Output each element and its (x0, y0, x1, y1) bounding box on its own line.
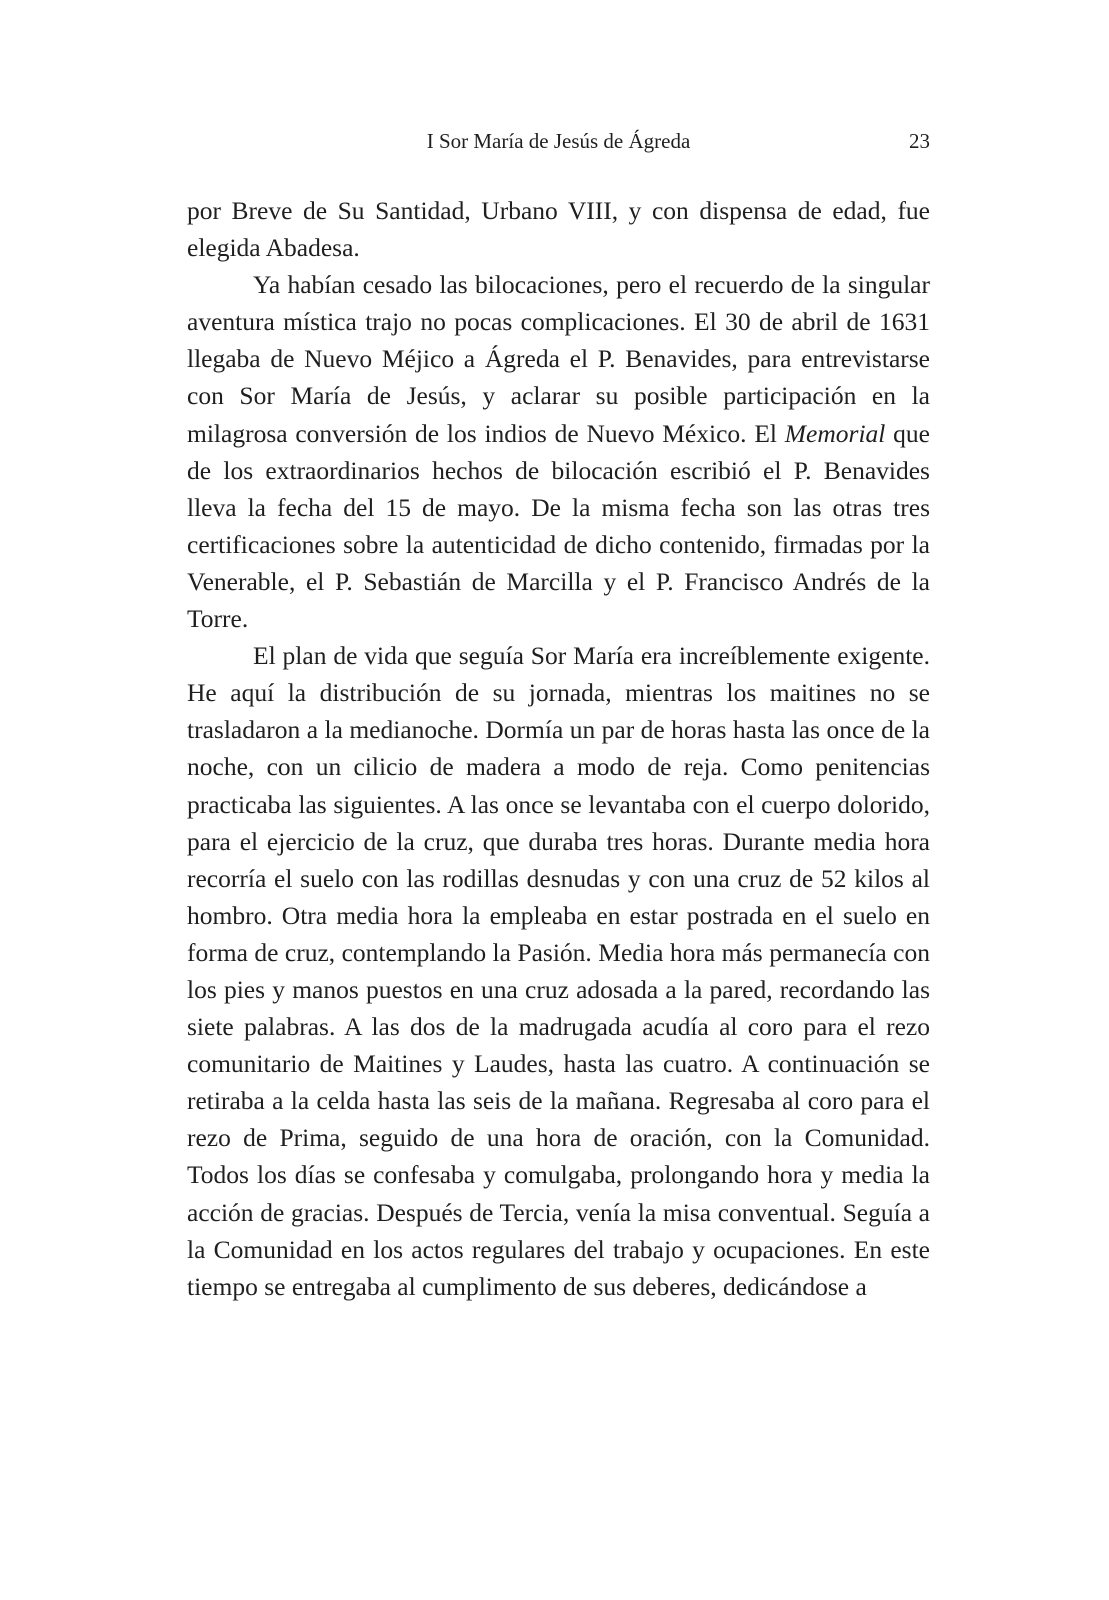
paragraph-2-part-2: que de los extraordinarios hechos de bilocación escribió el P. Benavides lleva la fecha del 15 de mayo. De la misma fecha son las otras tres certificaciones sobre la autenticidad de dicho contenido, firmadas por la Venerable, el P. Sebastián de Marcilla y el P. Francisco Andrés de la Torre. (187, 418, 930, 634)
running-head-title: I Sor María de Jesús de Ágreda (426, 129, 691, 153)
paragraph-3: El plan de vida que seguía Sor María era increíblemente exigente. He aquí la distribución de su jornada, mientras los maitines no se trasladaron a la medianoche. Dormía un par de horas hasta las once de la noche, con un cilicio de madera a modo de reja. Como penitencias practicaba las siguientes. A las once se levantaba con el cuerpo dolorido, para el ejercicio de la cruz, que duraba tres horas. Durante media hora recorría el suelo con las rodillas desnudas y con una cruz de 52 kilos al hombro. Otra media hora la empleaba en estar postrada en el suelo en forma de cruz, contemplando la Pasión. Media hora más permanecía con los pies y manos puestos en una cruz adosada a la pared, recordando las siete palabras. A las dos de la madrugada acudía al coro para el rezo comunitario de Maitines y Laudes, hasta las cuatro. A continuación se retiraba a la celda hasta las seis de la mañana. Regresaba al coro para el rezo de Prima, seguido de una hora de oración, con la Comunidad. Todos los días se confesaba y comulgaba, prolongando hora y media la acción de gracias. Después de Tercia, venía la misa conventual. Seguía a la Comunidad en los actos regulares del trabajo y ocupaciones. En este tiempo se entregaba al cumplimento de sus deberes, dedicándose a (187, 641, 930, 1301)
paragraph-2-part-1: Ya habían cesado las bilocaciones, pero el recuerdo de la singular aventura mística trajo no pocas complicaciones. El 30 de abril de 1631 llegaba de Nuevo Méjico a Ágreda el P. Benavides, para entrevistarse con Sor María de Jesús, y aclarar su posible participación en la milagrosa conversión de los indios de Nuevo México. El (187, 270, 930, 448)
running-head (187, 124, 930, 158)
page-number: 23 (909, 129, 930, 153)
memorial-title: Memorial (784, 418, 886, 448)
paragraph-2 (187, 266, 930, 637)
body-text (187, 192, 930, 1305)
paragraph-1: por Breve de Su Santidad, Urbano VIII, y con dispensa de edad, fue elegida Abadesa. (187, 196, 930, 263)
